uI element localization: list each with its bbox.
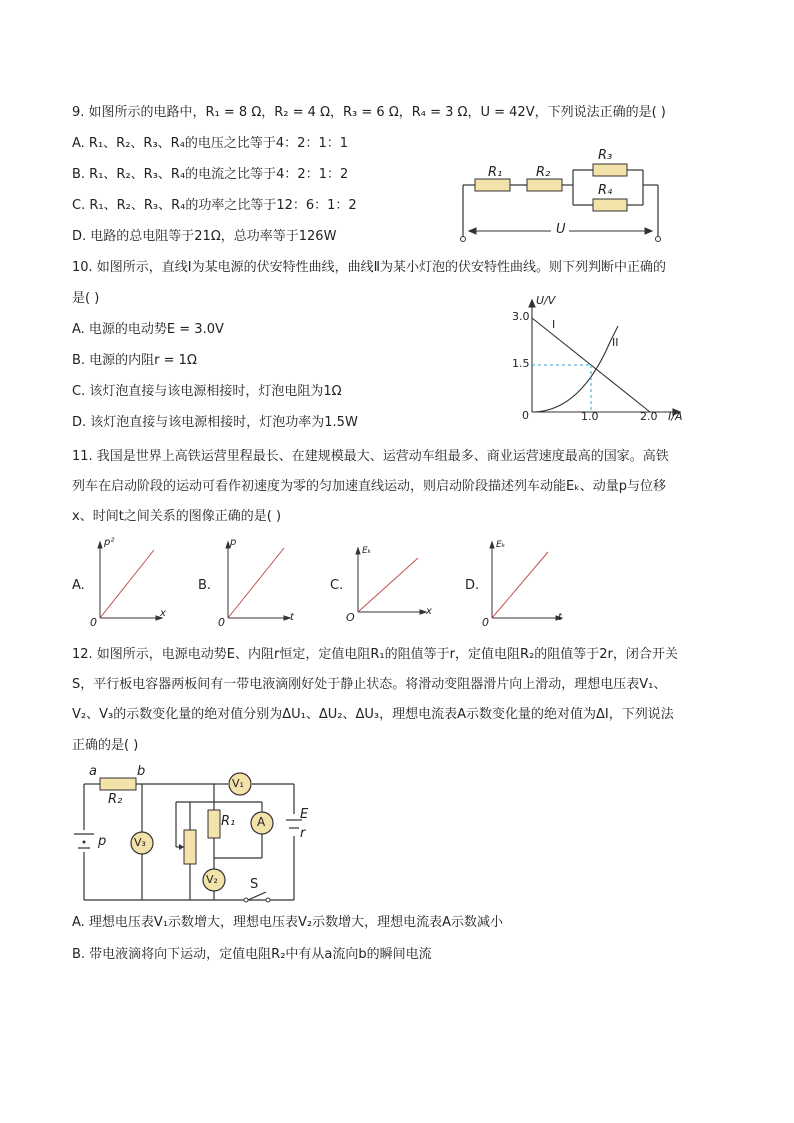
- q11-b-y-label: p: [230, 537, 237, 548]
- q10-x-tick-1: 1.0: [581, 410, 599, 423]
- q12-rheostat: [184, 830, 196, 864]
- q9-stem: 9. 如图所示的电路中，R₁ = 8 Ω，R₂ = 4 Ω，R₃ = 6 Ω，R₄ = 3 Ω，U = 42V，下列说法正确的是( ): [72, 105, 666, 120]
- q9-r4-resistor: [593, 199, 627, 211]
- q12-label-r1: R₁: [221, 814, 236, 829]
- q9-r2-resistor: [527, 179, 562, 191]
- q12-stem-line1: 12. 如图所示，电源电动势E、内阻r恒定，定值电阻R₁的阻值等于r，定值电阻R₂的阻值等于2r，闭合开关: [72, 647, 678, 662]
- q11-option-d-label: D.: [465, 578, 480, 593]
- q9-option-c: C. R₁、R₂、R₃、R₄的功率之比等于12：6：1：2: [72, 198, 357, 213]
- q11-stem-line2: 列车在启动阶段的运动可看作初速度为零的匀加速直线运动，则启动阶段描述列车动能Eₖ、动量p与位移: [72, 479, 667, 494]
- q11-c-origin: O: [346, 611, 355, 624]
- q10-option-b: B. 电源的内阻r = 1Ω: [72, 353, 197, 368]
- q11-b-x-label: t: [290, 612, 294, 623]
- q12-stem-line3: V₂、V₃的示数变化量的绝对值分别为ΔU₁、ΔU₂、ΔU₃，理想电流表A示数变化量的绝对值为ΔI，下列说法: [72, 707, 674, 722]
- q9-r3-resistor: [593, 164, 627, 176]
- q12-stem-line2: S，平行板电容器两板间有一带电液滴刚好处于静止状态。将滑动变阻器滑片向上滑动，理想电压表V₁、: [72, 677, 667, 692]
- q10-curve-ii: [532, 326, 618, 412]
- q10-y-tick-1-5: 1.5: [512, 357, 530, 370]
- q11-d-y-label: Eₖ: [496, 540, 506, 550]
- q11-option-b-label: B.: [198, 578, 212, 593]
- q9-label-r1: R₁: [488, 165, 503, 180]
- q12-label-p: p: [98, 834, 107, 849]
- q10-option-d: D. 该灯泡直接与该电源相接时，灯泡功率为1.5W: [72, 415, 358, 430]
- q11-option-c-label: C.: [330, 578, 344, 593]
- q12-label-r2: R₂: [108, 792, 123, 807]
- q11-c-y-label: Eₖ: [362, 546, 372, 556]
- q10-stem-line2: 是( ): [72, 291, 100, 306]
- q12-option-a: A. 理想电压表V₁示数增大，理想电压表V₂示数增大，理想电流表A示数减小: [72, 915, 504, 930]
- q11-c-x-label: x: [426, 606, 432, 617]
- q12-label-r: r: [300, 826, 306, 841]
- q10-curve-label: II: [612, 336, 619, 349]
- q10-line-label: I: [552, 318, 556, 331]
- q10-x-tick-2: 2.0: [640, 410, 658, 423]
- q10-iv-graph: [510, 292, 690, 427]
- q12-circuit-diagram: [72, 762, 322, 907]
- q9-label-r2: R₂: [536, 165, 551, 180]
- q9-r1-resistor: [475, 179, 510, 191]
- q11-option-a-label: A.: [72, 578, 85, 593]
- q10-y-axis-label: U/V: [536, 294, 556, 307]
- q9-option-b: B. R₁、R₂、R₃、R₄的电流之比等于4：2：1：2: [72, 167, 349, 182]
- q11-b-origin: 0: [218, 616, 225, 629]
- q11-a-y-label: p²: [104, 537, 115, 548]
- q9-option-a: A. R₁、R₂、R₃、R₄的电压之比等于4：2：1：1: [72, 136, 348, 151]
- q10-origin: 0: [522, 409, 529, 422]
- q12-label-a: a: [89, 764, 97, 779]
- q12-label-v2: V₂: [206, 873, 218, 886]
- q11-stem-line3: x、时间t之间关系的图像正确的是( ): [72, 509, 282, 524]
- q12-label-v3: V₃: [134, 836, 146, 849]
- q12-label-s: S: [250, 877, 259, 892]
- q12-r2-resistor: [100, 778, 136, 790]
- q11-d-origin: 0: [482, 616, 489, 629]
- q10-y-tick-3: 3.0: [512, 310, 530, 323]
- q11-graph-a: [90, 538, 170, 630]
- q12-option-b: B. 带电液滴将向下运动，定值电阻R₂中有从a流向b的瞬间电流: [72, 947, 432, 962]
- q12-label-v1: V₁: [232, 777, 244, 790]
- q12-label-e: E: [300, 807, 309, 822]
- q9-option-d: D. 电路的总电阻等于21Ω，总功率等于126W: [72, 229, 337, 244]
- q12-label-ammeter: A: [257, 815, 266, 829]
- q9-label-r3: R₃: [598, 148, 613, 163]
- q10-x-axis-label: I/A: [668, 410, 683, 423]
- q12-stem-line4: 正确的是( ): [72, 738, 139, 753]
- q10-option-a: A. 电源的电动势E = 3.0V: [72, 322, 224, 337]
- q11-graph-c: [348, 538, 434, 630]
- q11-graph-d: [482, 538, 568, 630]
- q11-d-x-label: t: [558, 612, 562, 623]
- q9-label-u: U: [556, 222, 566, 237]
- q10-stem-line1: 10. 如图所示，直线I为某电源的伏安特性曲线，曲线Ⅱ为某小灯泡的伏安特性曲线。则下列判断中正确的: [72, 260, 667, 275]
- q9-label-r4: R₄: [598, 183, 613, 198]
- q11-stem-line1: 11. 我国是世界上高铁运营里程最长、在建规模最大、运营动车组最多、商业运营速度最高的国家。高铁: [72, 449, 669, 464]
- q10-option-c: C. 该灯泡直接与该电源相接时，灯泡电阻为1Ω: [72, 384, 342, 399]
- q11-a-origin: 0: [90, 616, 97, 629]
- q12-label-b: b: [137, 764, 146, 779]
- q12-r1-resistor: [208, 810, 220, 838]
- q11-a-x-label: x: [160, 608, 166, 619]
- q11-graph-b: [218, 538, 298, 630]
